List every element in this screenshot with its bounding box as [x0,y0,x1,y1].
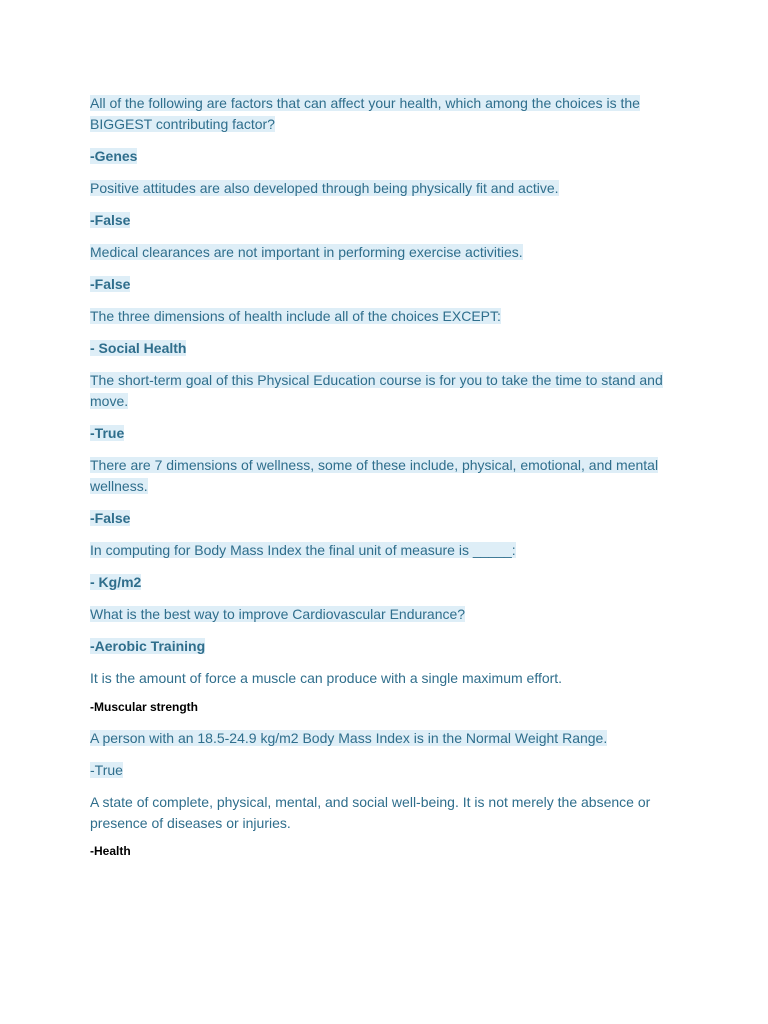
question-text: A state of complete, physical, mental, and social well-being. It is not merely the absence or presence of diseases or injuries. [90,794,651,831]
answer-text: -False [90,212,131,228]
answer-text: - Social Health [90,340,187,356]
answer-text: -True [90,762,123,778]
question-text: It is the amount of force a muscle can produce with a single maximum effort. [90,670,563,686]
question-text: All of the following are factors that can affect your health, which among the choices is the BIGGEST contributing factor? [90,95,640,132]
answer-text: -True [90,425,125,441]
question-text: In computing for Body Mass Index the final unit of measure is _____: [90,542,516,558]
document-page [90,93,680,860]
question-text: Positive attitudes are also developed through being physically fit and active. [90,180,559,196]
question-text: A person with an 18.5-24.9 kg/m2 Body Mass Index is in the Normal Weight Range. [90,730,608,746]
question-text: There are 7 dimensions of wellness, some of these include, physical, emotional, and mental wellness. [90,457,659,494]
answer-text: -Genes [90,148,138,164]
answer-text: -Aerobic Training [90,638,206,654]
question-text: The short-term goal of this Physical Education course is for you to take the time to stand and move. [90,372,663,409]
question-text: The three dimensions of health include all of the choices EXCEPT: [90,308,501,324]
answer-text: - Kg/m2 [90,574,142,590]
answer-text: -False [90,276,131,292]
question-text: What is the best way to improve Cardiovascular Endurance? [90,606,466,622]
question-text: Medical clearances are not important in performing exercise activities. [90,244,523,260]
answer-text: -Muscular strength [90,700,199,714]
answer-text: -Health [90,844,131,858]
answer-text: -False [90,510,131,526]
